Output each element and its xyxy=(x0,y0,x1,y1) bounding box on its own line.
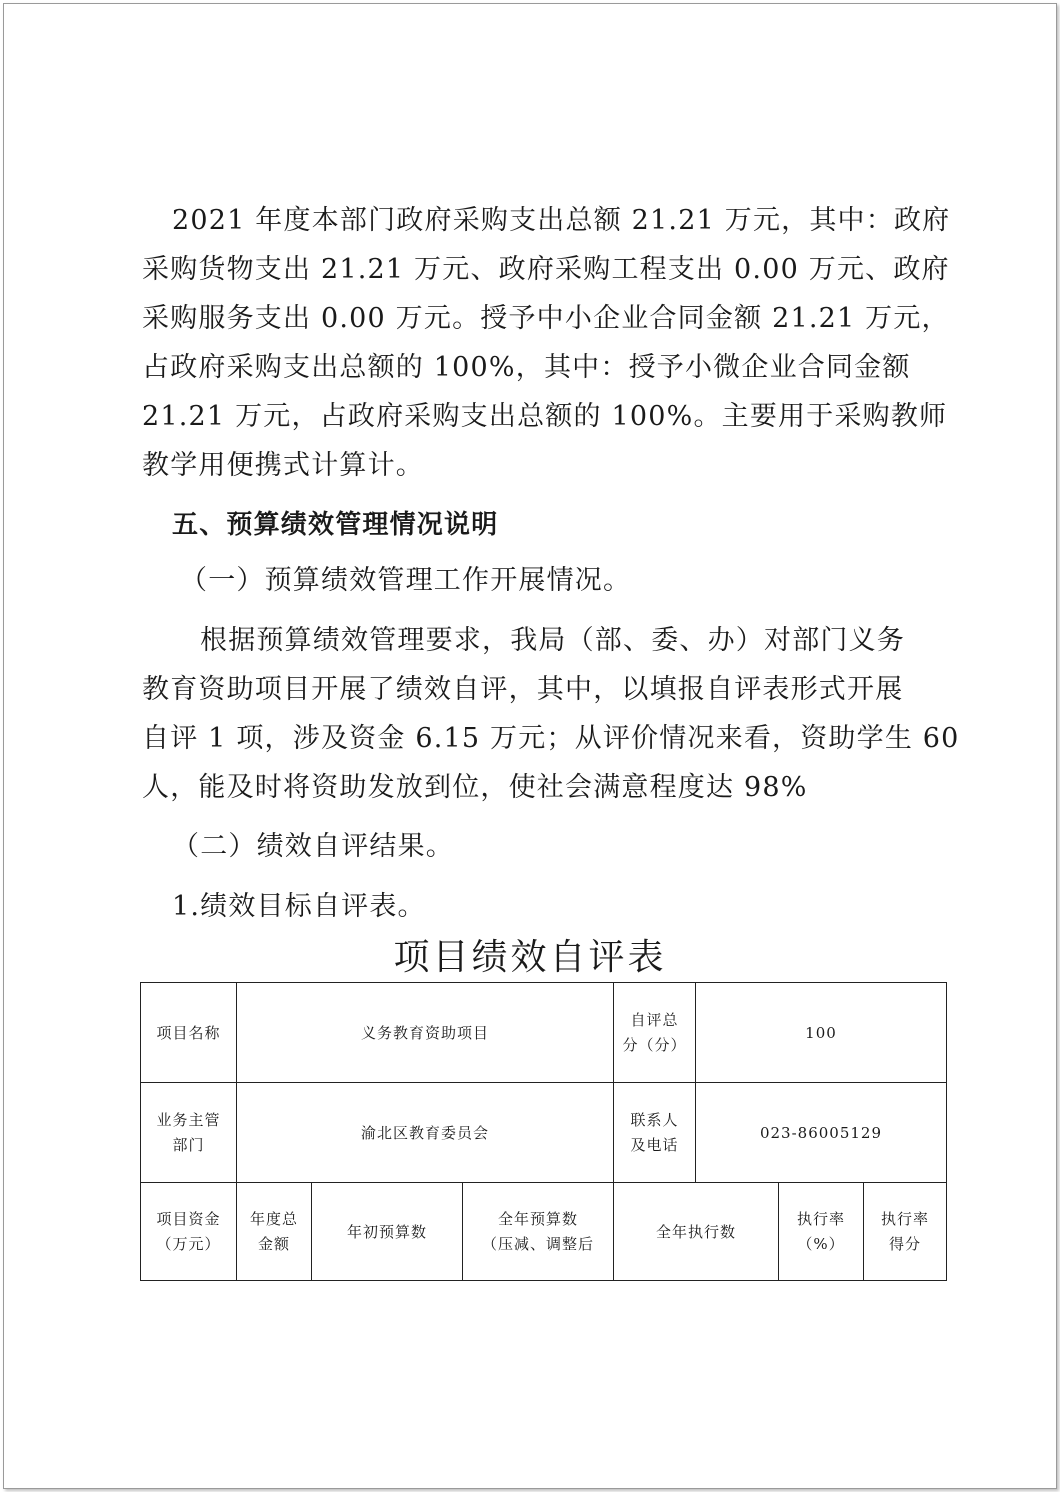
full-year-execution-header: 全年执行数 xyxy=(614,1183,779,1281)
execution-score-header: 执行率 得分 xyxy=(864,1183,947,1281)
paragraph-line: 人，能及时将资助发放到位，使社会满意程度达 98% xyxy=(142,772,808,803)
paragraph-line: 占政府采购支出总额的 100%，其中：授予小微企业合同金额 xyxy=(142,352,911,383)
initial-budget-header: 年初预算数 xyxy=(312,1183,463,1281)
paragraph-line: 采购货物支出 21.21 万元、政府采购工程支出 0.00 万元、政府 xyxy=(142,254,950,285)
project-name-label: 项目名称 xyxy=(141,983,237,1083)
subsection-heading: （二）绩效自评结果。 xyxy=(172,831,454,862)
paragraph-line: 2021 年度本部门政府采购支出总额 21.21 万元，其中：政府 xyxy=(172,205,951,236)
project-funds-label: 项目资金 （万元） xyxy=(141,1183,237,1281)
paragraph-line: 教育资助项目开展了绩效自评，其中，以填报自评表形式开展 xyxy=(142,674,904,705)
department-value: 渝北区教育委员会 xyxy=(237,1083,614,1183)
contact-value: 023-86005129 xyxy=(696,1083,947,1183)
table-title: 项目绩效自评表 xyxy=(393,937,667,978)
paragraph-line: 根据预算绩效管理要求，我局（部、委、办）对部门义务 xyxy=(200,625,905,656)
total-score-label: 自评总 分（分） xyxy=(614,983,696,1083)
full-year-budget-header: 全年预算数 （压减、调整后 xyxy=(463,1183,614,1281)
contact-label: 联系人 及电话 xyxy=(614,1083,696,1183)
department-label: 业务主管 部门 xyxy=(141,1083,237,1183)
annual-total-header: 年度总 金额 xyxy=(237,1183,312,1281)
list-item-heading: 1.绩效目标自评表。 xyxy=(172,891,426,922)
section-heading: 五、预算绩效管理情况说明 xyxy=(172,510,499,540)
subsection-heading: （一）预算绩效管理工作开展情况。 xyxy=(180,565,632,596)
table-row xyxy=(141,983,947,1083)
paragraph-line: 自评 1 项，涉及资金 6.15 万元；从评价情况来看，资助学生 60 xyxy=(142,723,960,754)
table-row xyxy=(141,1083,947,1183)
total-score-value: 100 xyxy=(696,983,947,1083)
evaluation-table xyxy=(140,982,947,1281)
execution-rate-header: 执行率 （%） xyxy=(779,1183,864,1281)
project-name-value: 义务教育资助项目 xyxy=(237,983,614,1083)
table-row xyxy=(141,1183,947,1281)
paragraph-line: 21.21 万元，占政府采购支出总额的 100%。主要用于采购教师 xyxy=(142,401,948,432)
paragraph-line: 教学用便携式计算计。 xyxy=(142,450,424,481)
paragraph-line: 采购服务支出 0.00 万元。授予中小企业合同金额 21.21 万元， xyxy=(142,303,950,334)
